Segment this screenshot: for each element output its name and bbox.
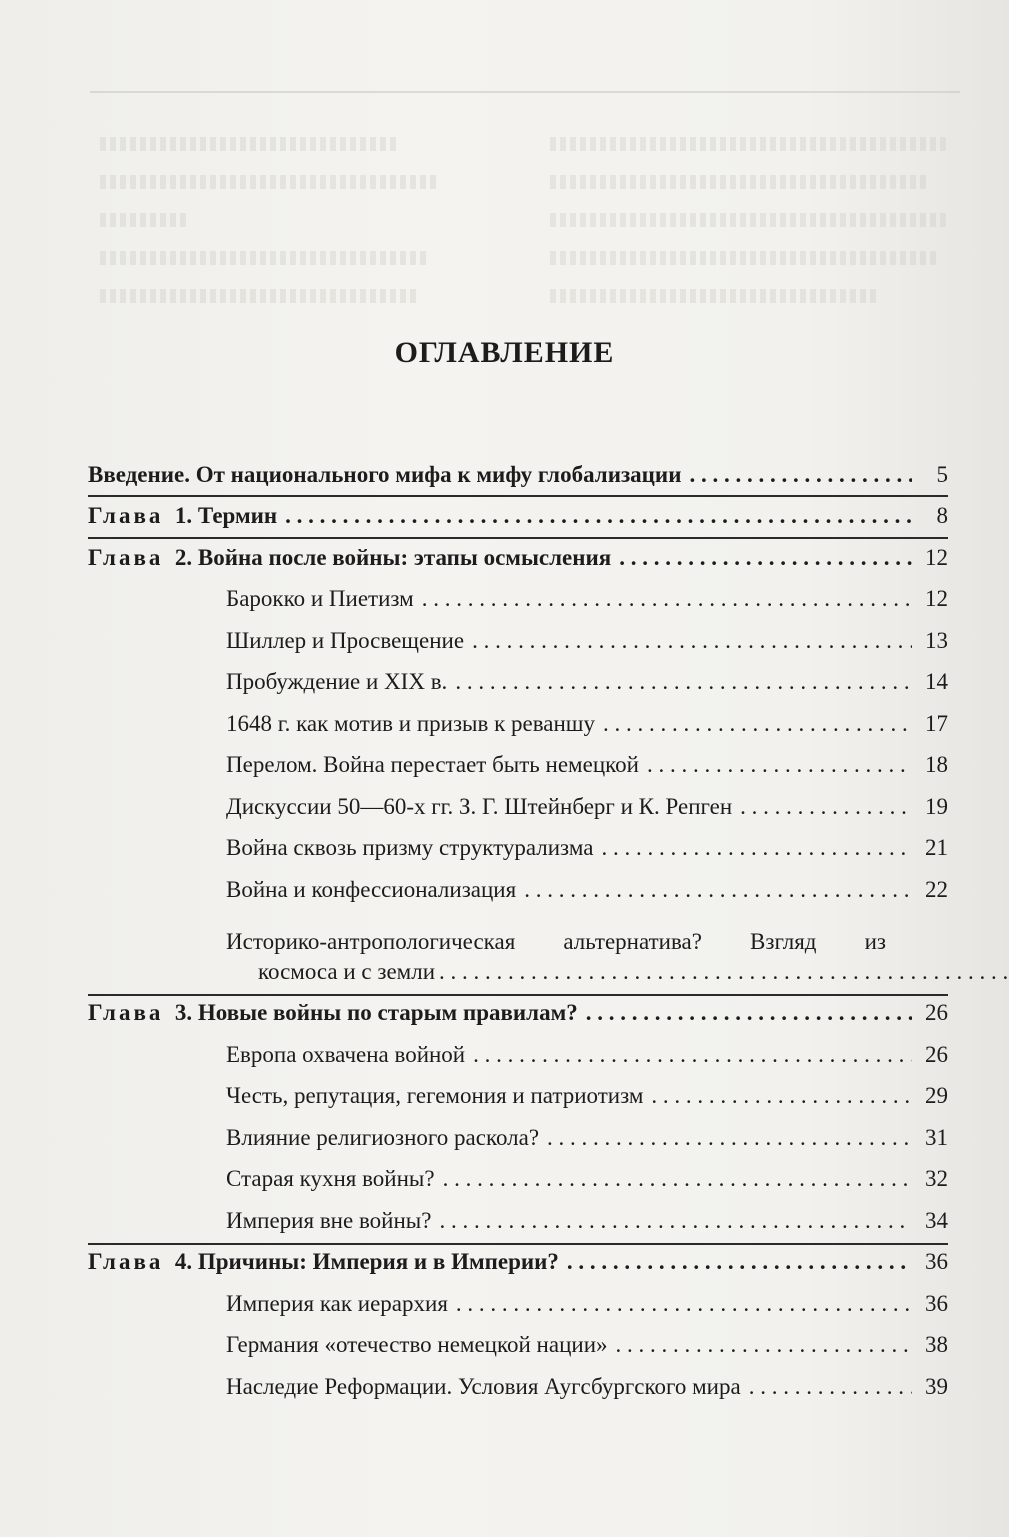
toc-leader-dots [740, 792, 912, 822]
toc-leader-dots [456, 1289, 912, 1319]
toc-page-number: 36 [925, 1290, 948, 1316]
toc-leader-dots [422, 584, 912, 614]
toc-page-number: 18 [925, 752, 948, 777]
toc-entry-text: Влияние религиозного раскола? [226, 1124, 540, 1150]
toc-entry-text: 3. Новые войны по старым правилам? [174, 1000, 578, 1025]
toc-entry-text: Германия «отечество немецкой нации» [226, 1332, 608, 1357]
toc-leader-dots [619, 543, 912, 573]
chapter-label: Глава [88, 1249, 164, 1274]
toc-entry-section[interactable] [88, 1360, 948, 1402]
toc-entry-text: Перелом. Война перестает быть немецкой [226, 752, 639, 777]
toc-leader-dots [689, 460, 912, 490]
toc-entry-section[interactable] [88, 780, 948, 822]
toc-entry-section[interactable] [88, 739, 948, 781]
toc-leader-dots [285, 501, 912, 531]
toc-page-number: 12 [925, 586, 948, 611]
toc-page-number: 21 [925, 835, 948, 860]
toc-entry-text: Война сквозь призму структурализма [226, 835, 594, 860]
toc-leader-dots [567, 1247, 912, 1277]
toc-leader-dots [601, 833, 912, 863]
toc-page-number: 17 [925, 710, 948, 736]
toc-entry-chapter-4[interactable] [88, 1236, 948, 1278]
toc-entry-text: Империя вне войны? [226, 1207, 432, 1233]
toc-leader-dots [586, 998, 912, 1028]
toc-leader-dots [443, 1164, 912, 1194]
toc-entry-intro[interactable] [88, 448, 948, 490]
toc-leader-dots [524, 875, 912, 905]
toc-page-number: 13 [925, 627, 948, 653]
toc-entry-section[interactable] [88, 1319, 948, 1361]
toc-entry-chapter-3[interactable] [88, 987, 948, 1029]
toc-page-number: 26 [925, 1000, 948, 1025]
chapter-rule [88, 537, 948, 539]
toc-leader-dots [473, 1040, 912, 1070]
toc-entry-section[interactable] [88, 822, 948, 864]
toc-title: ОГЛАВЛЕНИЕ [394, 336, 615, 369]
toc-entry-text: 1. Термин [174, 503, 278, 528]
chapter-rule [88, 495, 948, 497]
table-of-contents [88, 448, 948, 1402]
toc-entry-text: Барокко и Пиетизм [226, 586, 414, 611]
toc-entry-text: Шиллер и Просвещение [226, 627, 465, 653]
toc-entry-section[interactable] [88, 1028, 948, 1070]
bleed-header-rule [90, 91, 960, 93]
toc-entry-text-line-1: Историко-антропологическая альтернатива? Взгляд из [226, 928, 886, 954]
chapter-label: Глава [88, 544, 164, 570]
toc-page-number: 5 [936, 461, 948, 487]
toc-entry-text: Честь, репутация, гегемония и патриотизм [226, 1083, 644, 1108]
toc-entry-text: Пробуждение и XIX в. [226, 669, 448, 694]
toc-leader-dots [616, 1330, 913, 1360]
toc-entry-section[interactable] [88, 697, 948, 739]
bleed-through-text [80, 55, 960, 355]
toc-entry-text: Империя как иерархия [226, 1290, 448, 1316]
toc-leader-dots [651, 1081, 912, 1111]
chapter-rule [88, 994, 948, 996]
toc-page-number: 26 [925, 1041, 948, 1067]
chapter-label: Глава [88, 503, 164, 528]
toc-entry-text: Европа охвачена войной [226, 1041, 466, 1067]
toc-entry-text: 2. Война после войны: этапы осмысления [174, 544, 612, 570]
toc-leader-dots [603, 709, 912, 739]
toc-leader-dots [472, 626, 912, 656]
toc-page-number: 32 [925, 1166, 948, 1191]
toc-page-number: 38 [925, 1332, 948, 1357]
toc-entry-section[interactable] [88, 1277, 948, 1319]
toc-page-number: 29 [925, 1083, 948, 1108]
toc-entry-section[interactable] [88, 1194, 948, 1236]
toc-entry-section[interactable] [88, 1153, 948, 1195]
toc-page-number: 19 [925, 793, 948, 819]
toc-entry-section[interactable] [88, 1070, 948, 1112]
toc-entry-section[interactable] [88, 614, 948, 656]
toc-page-number: 12 [925, 544, 948, 570]
toc-entry-section[interactable] [88, 656, 948, 698]
toc-page-number: 14 [925, 669, 948, 694]
toc-page-number: 34 [925, 1207, 948, 1233]
toc-leader-dots [647, 750, 912, 780]
toc-entry-text: 4. Причины: Империя и в Империи? [174, 1249, 559, 1274]
toc-entry-text: Война и конфессионализация [226, 876, 517, 902]
chapter-rule [88, 1243, 948, 1245]
toc-leader-dots [455, 667, 912, 697]
toc-leader-dots [749, 1372, 912, 1402]
toc-entry-section[interactable] [88, 573, 948, 615]
toc-entry-text: Наследие Реформации. Условия Аугсбургского мира [226, 1373, 741, 1399]
toc-entry-text: Введение. От национального мифа к мифу глобализации [88, 461, 682, 487]
toc-page-number: 8 [936, 503, 948, 528]
toc-entry-text: Дискуссии 50—60-х гг. З. Г. Штейнберг и К. Репген [226, 793, 733, 819]
toc-entry-text: 1648 г. как мотив и призыв к реваншу [226, 710, 596, 736]
toc-entry-section-two-line[interactable] [88, 905, 948, 987]
toc-entry-section[interactable] [88, 1111, 948, 1153]
toc-page-number: 36 [925, 1249, 948, 1274]
toc-page-number: 22 [925, 876, 948, 902]
chapter-label: Глава [88, 1000, 164, 1025]
toc-page-number: 39 [925, 1373, 948, 1399]
toc-leader-dots [547, 1123, 912, 1153]
toc-entry-section[interactable] [88, 863, 948, 905]
toc-entry-text-line-2: космоса и с земли [258, 958, 436, 984]
toc-leader-dots [439, 957, 1009, 987]
toc-entry-text: Старая кухня войны? [226, 1166, 435, 1191]
toc-leader-dots [439, 1206, 912, 1236]
toc-page-number: 31 [925, 1124, 948, 1150]
